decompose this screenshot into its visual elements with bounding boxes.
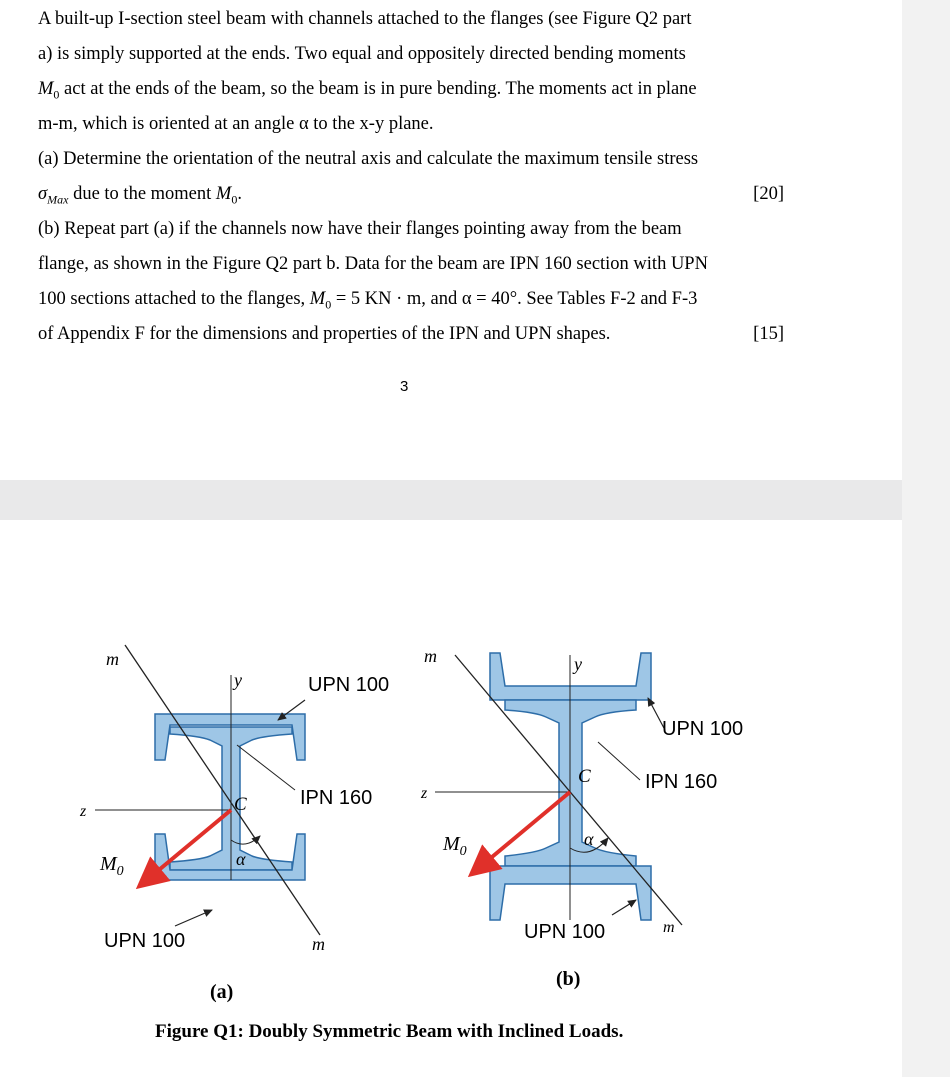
part-b-marks: [15] (753, 324, 784, 344)
ipn-pointer-b (598, 742, 640, 780)
problem-line-3 (38, 72, 784, 107)
problem-line-1: A built-up I-section steel beam with channels attached to the flanges (see Figure Q2 part (38, 9, 692, 29)
part-b-line-4 (38, 317, 784, 352)
page-separator (0, 480, 902, 520)
part-a-marks: [20] (753, 184, 784, 204)
ipn-pointer-a (237, 745, 295, 790)
label-m0-a: $M_0$ (100, 853, 124, 879)
label-upn-bottom-b: UPN 100 (524, 921, 606, 943)
label-ipn-a: IPN 160 (300, 787, 373, 809)
upn-bottom-pointer-b (612, 900, 636, 915)
part-b-line-3 (38, 282, 784, 317)
label-upn-bottom-a: UPN 100 (104, 930, 186, 952)
label-y-a: y (234, 670, 242, 690)
part-a-line-1: (a) Determine the orientation of the neutral axis and calculate the maximum tensile stress (38, 149, 699, 169)
label-m-bottom-a: m (312, 934, 325, 954)
part-b-line-3b: = 5 KN · m, and α = 40°. See Tables F-2 and F-3 (335, 289, 698, 309)
sigma-max-symbol: $\sigma_{Max}$ (38, 184, 69, 207)
figure-part-b (420, 646, 743, 990)
part-b-line-3a: 100 sections attached to the flanges, (38, 289, 306, 309)
label-m-top-a: m (106, 649, 119, 669)
label-c-a: C (234, 794, 247, 815)
part-b-line-1: (b) Repeat part (a) if the channels now have their flanges pointing away from the beam (38, 219, 682, 239)
problem-line-4: m-m, which is oriented at an angle α to the x-y plane. (38, 114, 434, 134)
caption-b: (b) (556, 968, 581, 990)
label-alpha-b: α (584, 829, 594, 849)
page-number: 3 (400, 378, 409, 395)
figure-part-a (79, 645, 389, 1003)
label-upn-top-a: UPN 100 (308, 674, 390, 696)
part-b-line-2: flange, as shown in the Figure Q2 part b. Data for the beam are IPN 160 section with UPN (38, 254, 708, 274)
figure-title: Figure Q1: Doubly Symmetric Beam with Inclined Loads. (155, 1021, 624, 1042)
part-b-line-4-text: of Appendix F for the dimensions and properties of the IPN and UPN shapes. (38, 324, 611, 344)
label-m-bottom-b: m (663, 919, 675, 936)
plane-m-m-line-a (125, 645, 320, 935)
part-a-line-2-text: due to the moment (73, 184, 212, 204)
problem-line-3-text: act at the ends of the beam, so the beam is in pure bending. The moments act in plane (64, 79, 697, 99)
label-ipn-b: IPN 160 (645, 771, 718, 793)
problem-statement (38, 2, 784, 352)
label-alpha-a: α (236, 849, 246, 869)
label-m0-b: $M_0$ (443, 833, 467, 859)
figure-q1 (0, 520, 902, 1077)
label-z-a: z (80, 803, 87, 820)
page-sidebar-strip (902, 0, 950, 1077)
label-upn-top-b: UPN 100 (662, 718, 744, 740)
label-c-b: C (578, 766, 591, 787)
caption-a: (a) (210, 981, 234, 1003)
part-a-line-2: $\sigma_{Max}$ due to the moment $M_0$. [20] (38, 177, 784, 212)
label-y-b: y (574, 654, 582, 674)
upn-bottom-pointer-a (175, 910, 212, 926)
m0-symbol: $M_0$ (309, 289, 332, 312)
problem-line-2: a) is simply supported at the ends. Two equal and oppositely directed bending moments (38, 44, 686, 64)
label-z-b: z (421, 785, 428, 802)
m0-symbol: $M_0$ (215, 184, 238, 207)
m0-symbol: $M_0$ (38, 79, 60, 102)
label-m-top-b: m (424, 646, 437, 666)
